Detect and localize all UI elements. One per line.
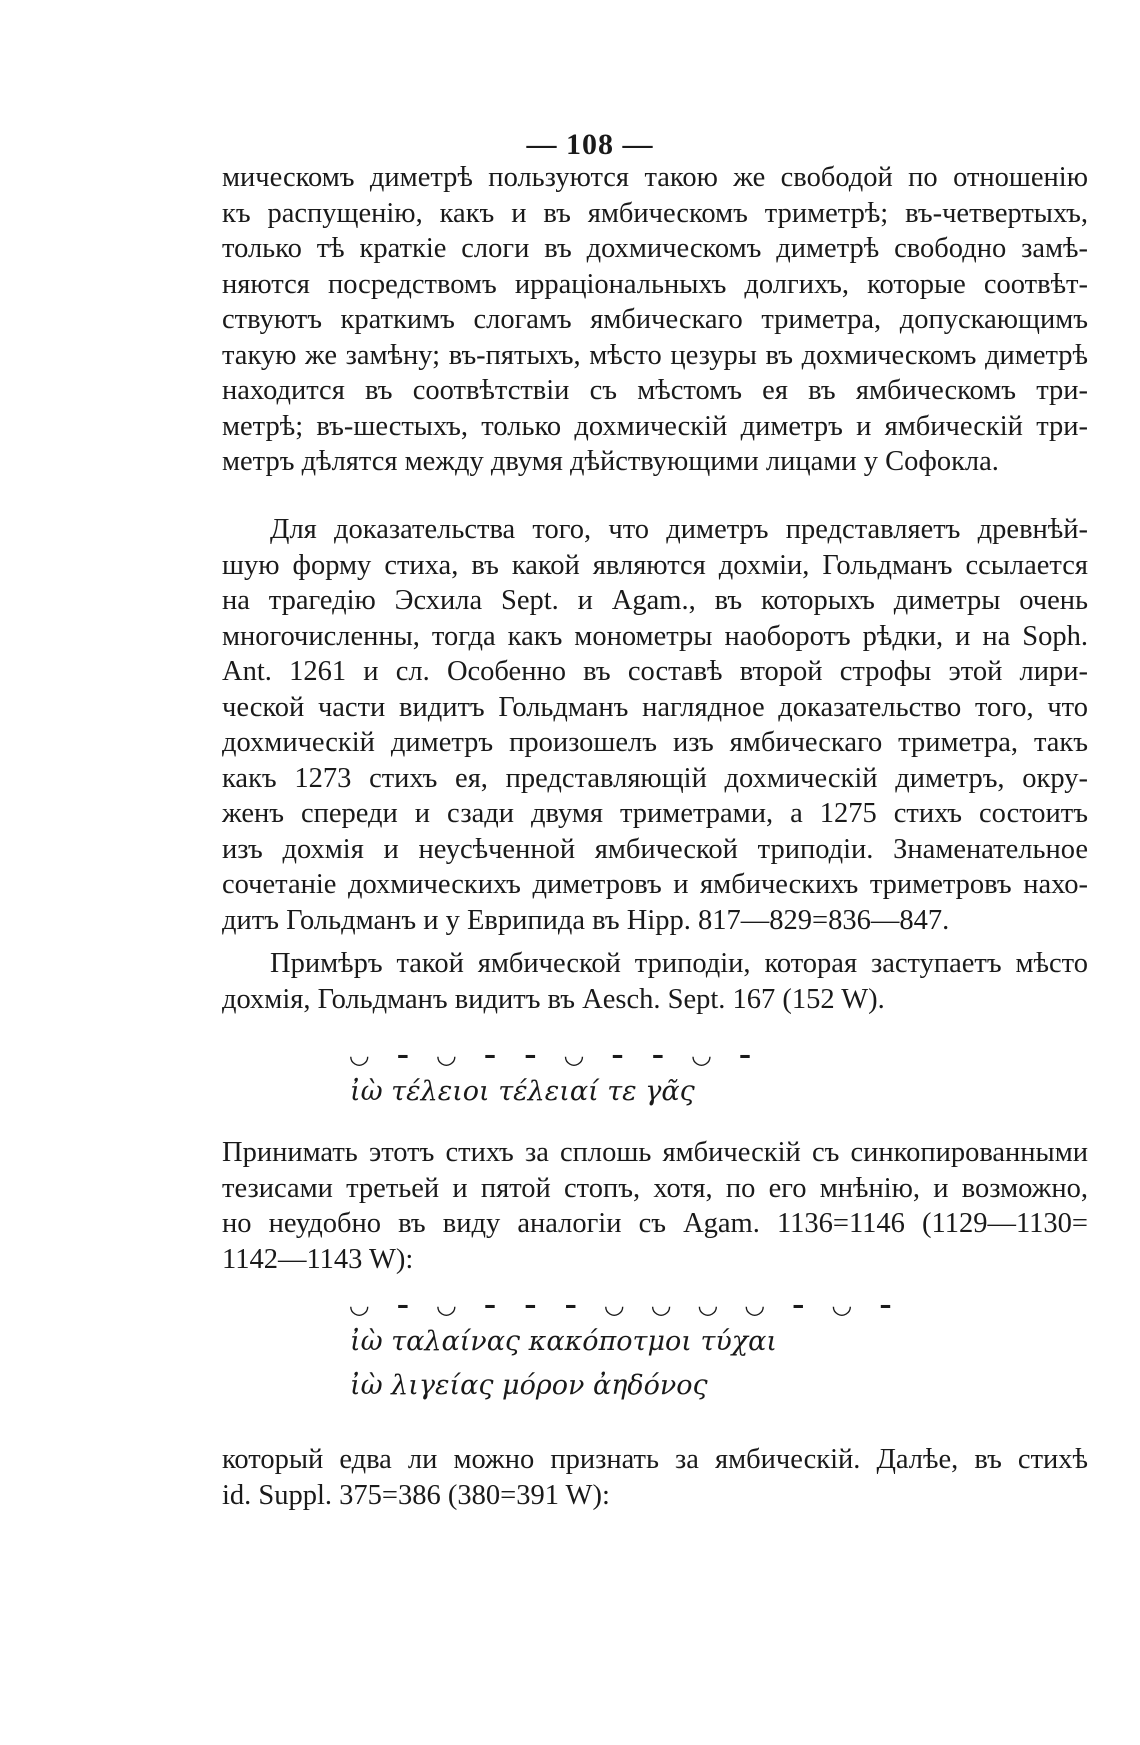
- greek-verse: ἰὼ λιγείας μόρον ἀηδόνος: [350, 1370, 708, 1401]
- text-line: метрѣ; въ-шестыхъ, только дохмическій диметръ и ямбическій три-: [222, 410, 1088, 442]
- example-1: [350, 1040, 761, 1114]
- paragraph-5: [222, 1442, 1088, 1513]
- paragraph-1: [222, 160, 1088, 480]
- greek-verse: ἰὼ τέλειοι τέλειαί τε γᾶς: [350, 1076, 695, 1107]
- text-line: находится въ соотвѣтствіи съ мѣстомъ ея въ ямбическомъ три-: [222, 375, 1088, 406]
- text-line: id. Suppl. 375=386 (380=391 W):: [222, 1479, 610, 1511]
- greek-verse: ἰὼ ταλαίνας κακόποτμοι τύχαι: [350, 1326, 777, 1357]
- text-line: сочетаніе дохмическихъ диметровъ и ямбическихъ триметровъ нахо-: [222, 869, 1088, 900]
- text-line: многочисленны, тогда какъ монометры наоборотъ рѣдки, и на Soph.: [222, 620, 1088, 652]
- paragraph-4: [222, 1135, 1088, 1277]
- text-line: къ распущенію, какъ и въ ямбическомъ триметрѣ; въ-четвертыхъ,: [222, 197, 1088, 229]
- example-2: [350, 1290, 901, 1408]
- text-line: женъ спереди и сзади двумя триметрами, а 1275 стихъ состоитъ: [222, 798, 1088, 829]
- text-line: такую же замѣну; въ-пятыхъ, мѣсто цезуры въ дохмическомъ диметрѣ: [222, 339, 1088, 371]
- text-line: который едва ли можно признать за ямбическій. Далѣе, въ стихѣ: [222, 1444, 1088, 1475]
- paragraph-2: [222, 512, 1088, 938]
- text-line: мическомъ диметрѣ пользуются такою же свободой по отношенію: [222, 162, 1088, 193]
- text-line: но неудобно въ виду аналогіи съ Agam. 1136=1146 (1129—1130=: [222, 1208, 1088, 1239]
- text-line: ствуютъ краткимъ слогамъ ямбическаго триметра, допускающимъ: [222, 304, 1088, 335]
- text-line: Ant. 1261 и сл. Особенно въ составѣ второй строфы этой лири-: [222, 656, 1088, 687]
- text-line: дохмическій диметръ произошелъ изъ ямбическаго триметра, такъ: [222, 727, 1088, 758]
- paragraph-3: [222, 946, 1088, 1017]
- text-line: метръ дѣлятся между двумя дѣйствующими лицами у Софокла.: [222, 446, 999, 477]
- metrical-scheme: ◡ – ◡ – – ◡ – – ◡ –: [350, 1041, 762, 1069]
- text-line: изъ дохмія и неусѣченной ямбической триподіи. Знаменательное: [222, 833, 1088, 865]
- text-line: Для доказательства того, что диметръ представляетъ древнѣй-: [270, 514, 1088, 545]
- metrical-scheme: ◡ – ◡ – – – ◡ ◡ ◡ ◡ – ◡ –: [350, 1291, 902, 1319]
- text-line: только тѣ краткіе слоги въ дохмическомъ диметрѣ свободно замѣ-: [222, 233, 1088, 264]
- text-line: на трагедію Эсхила Sept. и Agam., въ которыхъ диметры очень: [222, 585, 1088, 616]
- text-line: тезисами третьей и пятой стопъ, хотя, по его мнѣнію, и возможно,: [222, 1172, 1088, 1204]
- text-line: дохмія, Гольдманъ видитъ въ Aesch. Sept. 167 (152 W).: [222, 983, 885, 1015]
- text-line: няются посредствомъ ирраціональныхъ долгихъ, которые соотвѣт-: [222, 268, 1088, 300]
- text-line: дитъ Гольдманъ и у Еврипида въ Hipp. 817—829=836—847.: [222, 904, 950, 936]
- text-line: 1142—1143 W):: [222, 1243, 414, 1275]
- text-line: ческой части видитъ Гольдманъ наглядное доказательство того, что: [222, 691, 1088, 723]
- text-line: шую форму стиха, въ какой являются дохміи, Гольдманъ ссылается: [222, 549, 1088, 581]
- text-line: какъ 1273 стихъ ея, представляющій дохмическій диметръ, окру-: [222, 762, 1088, 794]
- text-line: Принимать этотъ стихъ за сплошь ямбическій съ синкопированными: [222, 1137, 1088, 1168]
- text-line: Примѣръ такой ямбической триподіи, которая заступаетъ мѣсто: [270, 948, 1088, 979]
- page-number: — 108 —: [526, 128, 654, 161]
